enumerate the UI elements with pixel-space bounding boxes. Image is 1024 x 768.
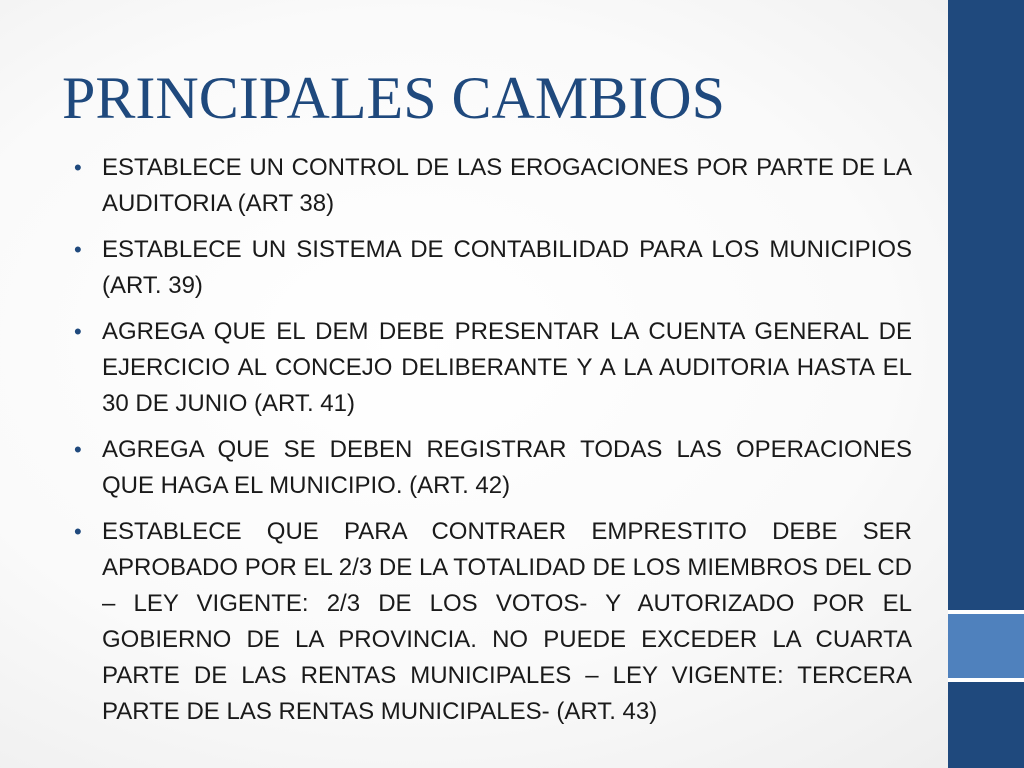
bullet-text: AGREGA QUE SE DEBEN REGISTRAR TODAS LAS OPERACIONES QUE HAGA EL MUNICIPIO. (ART. 42) [102, 436, 912, 499]
bullet-item [74, 150, 912, 222]
bullet-icon: • [74, 155, 82, 180]
bullet-icon: • [74, 237, 82, 262]
bullet-item [74, 232, 912, 304]
bullet-text: ESTABLECE UN CONTROL DE LAS EROGACIONES POR PARTE DE LA AUDITORIA (ART 38) [102, 154, 912, 217]
bullet-item [74, 432, 912, 504]
bullet-item [74, 514, 912, 730]
bullet-icon: • [74, 519, 82, 544]
slide-title: PRINCIPALES CAMBIOS [62, 65, 725, 131]
bullet-text: AGREGA QUE EL DEM DEBE PRESENTAR LA CUENTA GENERAL DE EJERCICIO AL CONCEJO DELIBERANTE Y A LA AUDITORIA HASTA EL 30 DE JUNIO (ART. 41) [102, 318, 912, 417]
bullet-text: ESTABLECE UN SISTEMA DE CONTABILIDAD PARA LOS MUNICIPIOS (ART. 39) [102, 236, 912, 299]
bullet-icon: • [74, 437, 82, 462]
side-decoration-accent [948, 614, 1024, 678]
bullet-icon: • [74, 319, 82, 344]
bullet-text: ESTABLECE QUE PARA CONTRAER EMPRESTITO DEBE SER APROBADO POR EL 2/3 DE LA TOTALIDAD DE LOS MIEMBROS DEL CD – LEY VIGENTE: 2/3 DE LOS VOTOS- Y AUTORIZADO POR EL GOBIERNO DE LA PROVINCIA. NO PUEDE EXCEDER LA CUARTA PARTE DE LAS RENTAS MUNICIPALES – LEY VIGENTE: TERCERA PARTE DE LAS RENTAS MUNICIPALES- (ART. 43) [102, 518, 912, 725]
bullet-list [74, 150, 912, 740]
bullet-item [74, 314, 912, 422]
side-band-divider [948, 678, 1024, 682]
